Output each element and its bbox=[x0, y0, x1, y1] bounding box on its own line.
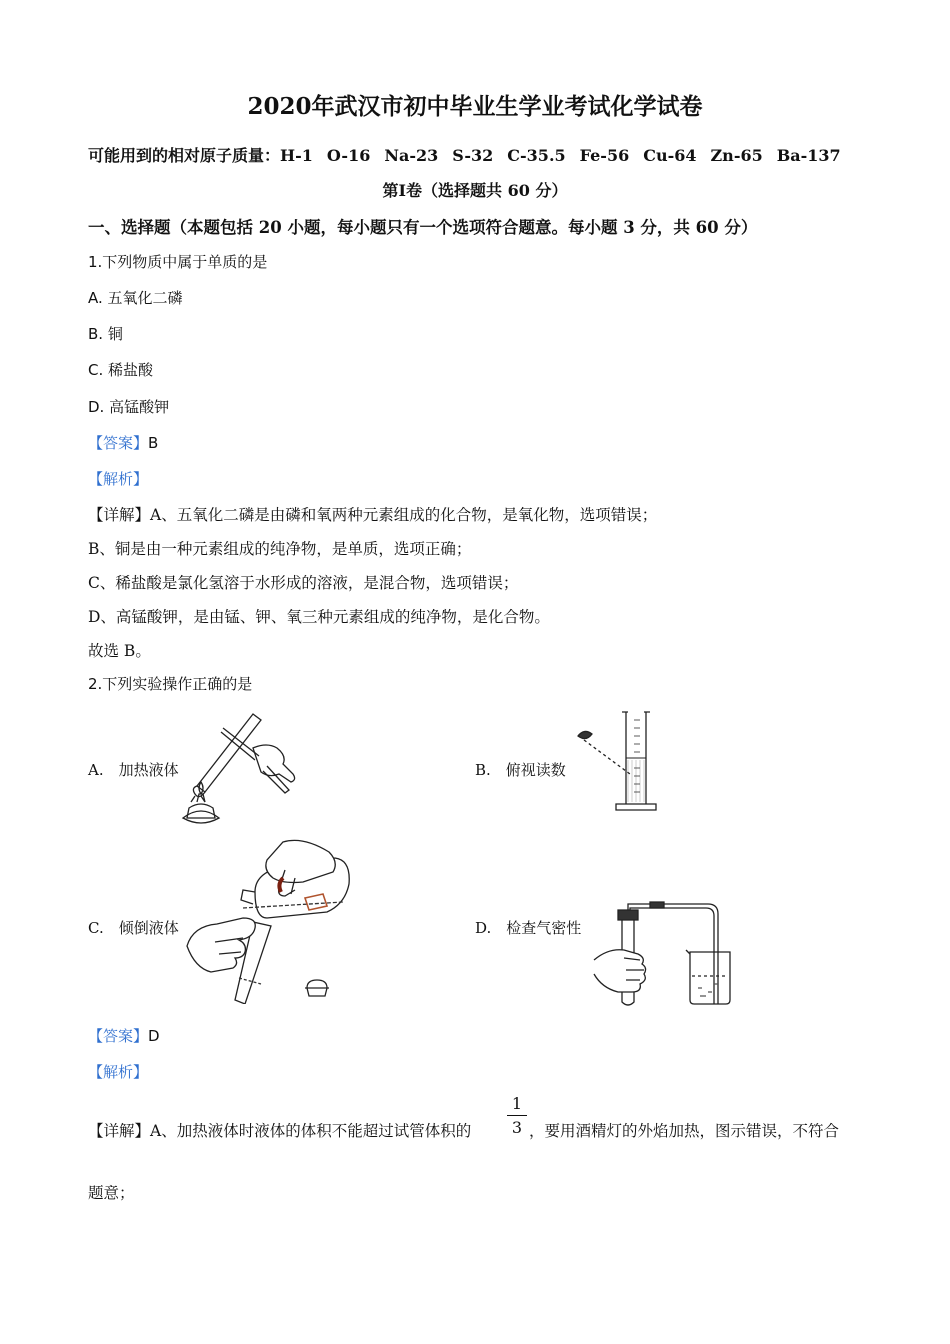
q1-option-d: D. 高锰酸钾 bbox=[88, 398, 170, 416]
q1-detail-d: D、高锰酸钾，是由锰、钾、氧三种元素组成的纯净物，是化合物。 bbox=[88, 608, 550, 626]
heating-liquid-illustration bbox=[175, 706, 300, 828]
answer-tag: 【答案】 bbox=[88, 1027, 149, 1045]
q1-option-b: B. 铜 bbox=[88, 325, 123, 343]
atomic-masses-line bbox=[88, 143, 841, 166]
atomic-mass-item: S-32 bbox=[452, 146, 494, 165]
q1-analysis-tag: 【解析】 bbox=[88, 470, 149, 488]
fraction-denominator: 3 bbox=[511, 1118, 523, 1137]
q1-option-c: C. 稀盐酸 bbox=[88, 361, 154, 379]
q1-option-a: A. 五氧化二磷 bbox=[88, 289, 183, 307]
answer-tag: 【答案】 bbox=[88, 434, 149, 452]
q2-analysis-tag: 【解析】 bbox=[88, 1063, 149, 1081]
fraction-bar bbox=[507, 1115, 527, 1116]
atomic-mass-item: Zn-65 bbox=[710, 146, 763, 165]
cylinder-reading-illustration bbox=[574, 710, 659, 816]
section-heading: 一、选择题（本题包括 20 小题，每小题只有一个选项符合题意。每小题 3 分，共 60 分） bbox=[88, 218, 758, 237]
atomic-mass-item: H-1 bbox=[280, 146, 313, 165]
q2-figure-a-label: A. 加热液体 bbox=[88, 761, 179, 779]
q2-figure-d-label: D. 检查气密性 bbox=[475, 919, 582, 937]
answer-value: D bbox=[148, 1027, 160, 1045]
q2-detail-a-part2: ，要用酒精灯的外焰加热，图示错误，不符合 bbox=[529, 1122, 840, 1140]
q2-stem: 2.下列实验操作正确的是 bbox=[88, 675, 253, 693]
atomic-masses-label: 可能用到的相对原子质量： bbox=[88, 146, 281, 165]
q1-answer bbox=[88, 432, 158, 453]
volume-heading: 第Ⅰ卷（选择题共 60 分） bbox=[382, 181, 568, 200]
answer-value: B bbox=[148, 434, 159, 452]
pouring-liquid-illustration bbox=[183, 838, 353, 1004]
q1-stem: 1.下列物质中属于单质的是 bbox=[88, 253, 268, 271]
q1-detail-b: B、铜是由一种元素组成的纯净物，是单质，选项正确； bbox=[88, 540, 472, 558]
q1-conclusion: 故选 B。 bbox=[88, 642, 151, 660]
q1-detail-c: C、稀盐酸是氯化氢溶于水形成的溶液，是混合物，选项错误； bbox=[88, 574, 519, 592]
q2-figure-b-label: B. 俯视读数 bbox=[475, 761, 566, 779]
fraction-numerator: 1 bbox=[511, 1094, 523, 1113]
atomic-mass-item: O-16 bbox=[326, 146, 371, 165]
atomic-mass-item: Cu-64 bbox=[643, 146, 697, 165]
q2-detail-a-part3: 题意； bbox=[88, 1184, 135, 1202]
q2-detail-a-part1: 【详解】A、加热液体时液体的体积不能超过试管体积的 bbox=[88, 1122, 472, 1140]
atomic-mass-item: Na-23 bbox=[384, 146, 439, 165]
exam-title: 2020年武汉市初中毕业生学业考试化学试卷 bbox=[247, 93, 703, 120]
atomic-mass-item: Ba-137 bbox=[776, 146, 841, 165]
one-third-fraction bbox=[507, 1094, 527, 1137]
q1-detail-a: 【详解】A、五氧化二磷是由磷和氧两种元素组成的化合物，是氧化物，选项错误； bbox=[88, 506, 658, 524]
q2-answer bbox=[88, 1025, 160, 1046]
atomic-mass-item: C-35.5 bbox=[507, 146, 566, 165]
airtightness-check-illustration bbox=[590, 896, 740, 1008]
q2-figure-c-label: C. 倾倒液体 bbox=[88, 919, 179, 937]
atomic-mass-item: Fe-56 bbox=[579, 146, 630, 165]
